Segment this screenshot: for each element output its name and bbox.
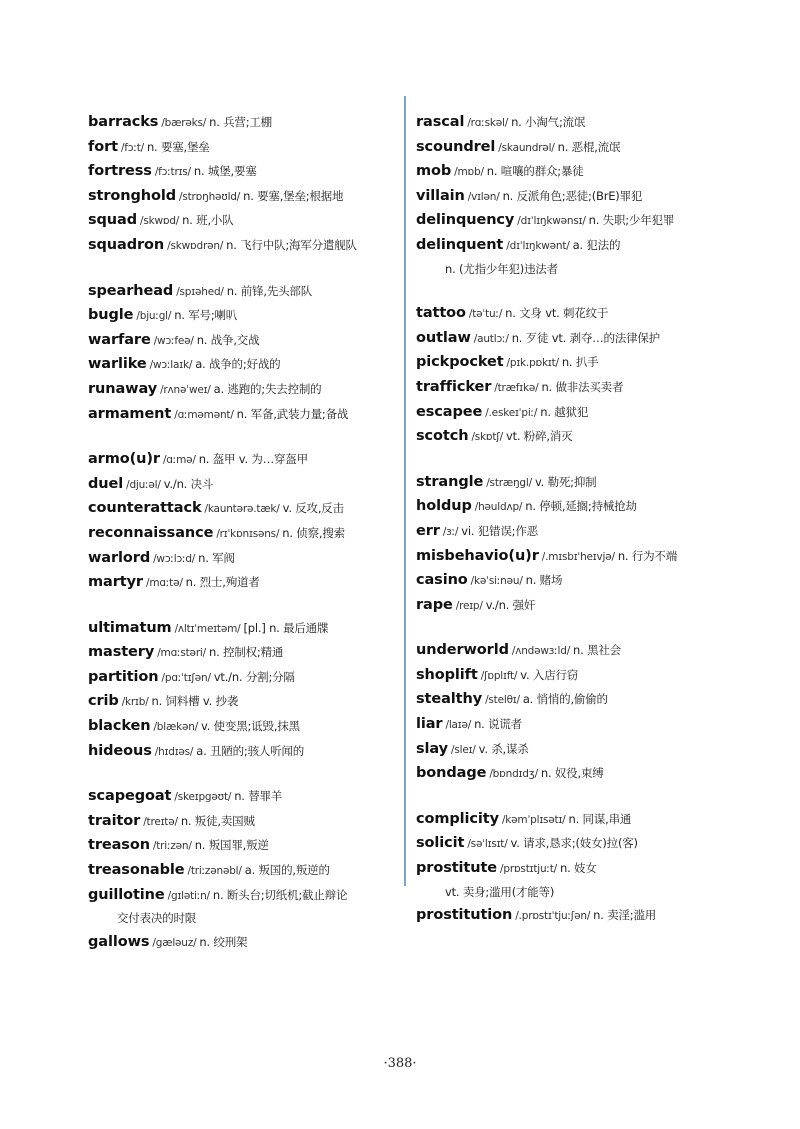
phonetic: /kəmˈplɪsətɪ/ [501,813,566,826]
dictionary-entry [416,761,734,786]
definition: v./n. 强奸 [485,597,536,612]
phonetic: /həuldʌp/ [474,501,523,514]
dictionary-entry [88,570,396,595]
phonetic: /rɪˈkɒnɪsəns/ [216,527,280,540]
headword: fortress [88,163,152,180]
headword: counterattack [88,500,202,517]
headword: prostitution [416,907,513,924]
dictionary-entry [88,402,396,427]
phonetic: /mɑːtə/ [145,577,183,590]
phonetic: /təˈtuː/ [468,308,503,321]
dictionary-entry [416,470,734,495]
definition: n. 盔甲 v. 为…穿盔甲 [198,452,308,467]
dictionary-entry [88,714,396,739]
phonetic: /laɪə/ [445,719,472,732]
headword: squadron [88,236,165,253]
phonetic: /kauntərə.tæk/ [204,503,280,516]
word-group [416,470,734,618]
phonetic: /triːzən/ [152,840,192,853]
headword: gallows [88,933,150,950]
headword: guillotine [88,886,165,903]
phonetic: /pɑːˈtɪʃən/ [161,671,211,684]
headword: scotch [416,428,469,445]
dictionary-entry [88,496,396,521]
phonetic: /skɒtʃ/ [471,431,503,444]
dictionary-entry [88,447,396,472]
definition: n. 军号;喇叭 [174,308,238,323]
headword: treasonable [88,862,185,879]
definition: n. 扒手 [561,355,599,370]
definition: n. 侦察,搜索 [282,525,345,540]
phonetic: /kəˈsiːnəu/ [470,575,523,588]
phonetic: /mɒb/ [454,166,484,179]
phonetic: /fɔːt/ [120,141,144,154]
dictionary-entry [88,665,396,690]
headword: tattoo [416,305,466,322]
headword: holdup [416,498,472,515]
definition: n. 战争,交战 [196,332,260,347]
phonetic: /.prɒstɪˈtjuːʃən/ [515,910,591,923]
headword: trafficker [416,378,492,395]
word-group [416,807,734,928]
definition: n. 兵营;工棚 [209,115,272,129]
dictionary-entry [416,135,734,160]
phonetic: /mɑːstəri/ [157,647,206,660]
definition: n. 文身 vt. 刺花纹于 [505,306,609,321]
dictionary-entry [88,472,396,497]
dictionary-entry [88,640,396,665]
headword: mastery [88,644,155,661]
definition: a. 悄悄的,偷偷的 [522,692,608,707]
headword: stronghold [88,187,177,204]
word-group [88,784,396,954]
headword: solicit [416,835,465,852]
headword: treason [88,837,150,854]
dictionary-entry [88,833,396,858]
dictionary-entry [88,739,396,764]
headword: villain [416,187,465,204]
definition: n. 行为不端 [617,548,678,563]
definition: n. 军备,武装力量;备战 [236,406,349,421]
headword: spearhead [88,282,174,299]
phonetic: /stræŋgl/ [486,476,532,489]
left-column [88,110,396,954]
phonetic: /dɪˈlɪŋkwənt/ [506,239,570,252]
definition: n. 喧嚷的群众;暴徒 [486,164,584,179]
definition: v. 勒死;抑制 [534,474,597,489]
headword: warlord [88,549,151,566]
dictionary-entry [416,593,734,618]
headword: delinquency [416,212,515,229]
definition: n. 替罪羊 [234,789,283,804]
phonetic: /ʌltɪˈmeɪtəm/ [174,622,241,635]
dictionary-entry [416,663,734,688]
headword: pickpocket [416,354,504,371]
headword: traitor [88,812,141,829]
phonetic: /fɔːtrɪs/ [154,166,191,179]
headword: partition [88,668,159,685]
definition: n. 烈士,殉道者 [185,575,260,590]
headword: armament [88,405,172,422]
headword: rascal [416,114,465,130]
dictionary-entry [416,424,734,449]
dictionary-entry [88,184,396,209]
definition: vt. 粉碎,消灭 [505,429,573,444]
phonetic: /pɪk.pɒkɪt/ [506,357,559,370]
word-group [88,110,396,258]
phonetic: /djuːəl/ [126,478,161,491]
headword: liar [416,716,443,733]
dictionary-entry [416,159,734,184]
headword: warfare [88,331,151,348]
dictionary-entry [88,159,396,184]
dictionary-entry [416,350,734,375]
headword: runaway [88,380,158,397]
definition: n. 城堡,要塞 [193,164,257,179]
definition: n. 班,小队 [182,213,234,228]
definition: n. 奴役,束缚 [540,766,604,781]
phonetic: /wɔːlɔːd/ [153,552,196,565]
dictionary-entry [88,377,396,402]
dictionary-entry [416,519,734,544]
definition: v. 杀,谋杀 [478,741,529,756]
definition: v. 请求,恳求;(妓女)拉(客) [510,836,638,851]
word-group [416,301,734,449]
definition: n. 失职;少年犯罪 [588,213,675,228]
phonetic: /bærəks/ [161,117,207,129]
phonetic: /gæləuz/ [152,936,197,949]
headword: shoplift [416,666,478,683]
phonetic: /blækən/ [153,721,199,734]
page-number: ·388· [383,1056,417,1071]
headword: delinquent [416,236,504,253]
phonetic: /sleɪ/ [451,743,476,756]
headword: squad [88,212,137,229]
dictionary-entry [416,544,734,569]
dictionary-entry [88,858,396,883]
column-divider [404,96,406,886]
headword: fort [88,138,118,155]
phonetic: /rɑːskəl/ [467,117,509,129]
dictionary-entry [416,326,734,351]
phonetic: /spɪəhed/ [176,285,224,298]
definition: [pl.] n. 最后通牒 [243,620,329,635]
definition: n. 飞行中队;海军分遣舰队 [226,237,357,252]
word-group [88,279,396,427]
dictionary-entry [88,521,396,546]
definition: n. 歹徒 vt. 剥夺…的法律保护 [511,330,660,345]
headword: complicity [416,810,499,827]
definition-continuation: 交付表决的时限 [117,911,197,926]
definition: a. 叛国的,叛逆的 [244,863,330,878]
dictionary-entry [416,687,734,712]
dictionary-entry [416,208,734,233]
dictionary-entry [416,638,734,663]
definition: vi. 犯错误;作恶 [461,523,538,538]
headword: barracks [88,114,159,130]
dictionary-entry [416,856,734,903]
right-column [416,110,734,928]
word-group [416,110,734,280]
dictionary-entry [416,184,734,209]
headword: rape [416,596,453,613]
definition: v. 使变黑;诋毁,抹黑 [201,719,300,734]
definition: vt./n. 分割;分隔 [213,669,295,684]
definition: v./n. 决斗 [163,476,214,491]
headword: mob [416,163,452,180]
phonetic: /stelθɪ/ [485,694,520,707]
phonetic: /krɪb/ [121,696,149,709]
dictionary-entry [416,831,734,856]
phonetic: /dɪˈlɪŋkwənsɪ/ [517,215,586,228]
phonetic: /bjuːgl/ [136,310,172,323]
phonetic: /strɒŋhəʊld/ [179,190,241,203]
dictionary-entry [88,809,396,834]
definition: n. 反派角色;恶徒;(BrE)罪犯 [502,188,643,203]
phonetic: /treɪtə/ [143,815,178,828]
definition: n. 同谋,串通 [568,811,632,826]
headword: reconnaissance [88,524,214,541]
phonetic: /reɪp/ [455,599,483,612]
dictionary-entry [88,616,396,641]
headword: ultimatum [88,619,172,636]
headword: underworld [416,642,509,659]
phonetic: /skwɒdrən/ [167,239,224,252]
definition-continuation: vt. 卖身;滥用(才能等) [445,884,555,899]
dictionary-entry [416,400,734,425]
definition: n. 绞刑架 [199,934,248,949]
phonetic: /ɑːməmənt/ [174,408,234,421]
headword: blacken [88,718,151,735]
dictionary-entry [88,352,396,377]
phonetic: /vɪlən/ [467,190,500,203]
dictionary-entry [88,303,396,328]
definition: n. 前锋,先头部队 [226,283,313,298]
word-group [416,638,734,786]
definition: a. 战争的;好战的 [195,357,281,372]
definition: n. 要塞,堡垒;根据地 [243,188,344,203]
definition: n. 叛徒,卖国贼 [180,813,255,828]
phonetic: /bɒndɪdʒ/ [489,768,538,781]
word-group [88,616,396,764]
definition: a. 丑陋的;骇人听闻的 [196,743,305,758]
phonetic: /hɪdɪəs/ [154,745,194,758]
phonetic: /.eskeɪˈpiː/ [485,406,538,419]
dictionary-entry [88,135,396,160]
headword: stealthy [416,691,483,708]
dictionary-entry [88,328,396,353]
headword: scapegoat [88,788,172,805]
headword: strangle [416,473,484,490]
phonetic: /gɪlətiːn/ [167,889,210,902]
definition: n. 断头台;切纸机;截止辩论 [212,887,348,902]
definition: v. 入店行窃 [520,667,579,682]
headword: hideous [88,742,152,759]
dictionary-entry [88,689,396,714]
phonetic: /autlɔː/ [473,332,509,345]
headword: bondage [416,765,487,782]
dictionary-entry [416,301,734,326]
definition: n. 做非法买卖者 [541,379,624,394]
dictionary-entry [416,494,734,519]
definition: n. 说谎者 [474,717,522,732]
phonetic: /səˈlɪsɪt/ [467,838,508,851]
headword: martyr [88,574,143,591]
phonetic: /ɜː/ [442,525,459,538]
dictionary-entry [88,883,396,930]
dictionary-entry [416,737,734,762]
definition: n. 小淘气;流氓 [511,115,586,129]
word-group [88,447,396,595]
phonetic: /skeɪpgəʊt/ [174,791,232,804]
headword: escapee [416,403,483,420]
phonetic: /ɑːmə/ [162,454,196,467]
phonetic: /prɒstɪtjuːt/ [500,863,558,876]
phonetic: /wɔːlaɪk/ [149,359,193,372]
definition: n. 控制权;精通 [209,645,284,660]
headword: err [416,522,440,539]
phonetic: /triːzənəbl/ [187,865,242,878]
definition-continuation: n. (尤指少年犯)违法者 [445,261,558,276]
definition: n. 军阀 [198,550,235,565]
headword: scoundrel [416,138,496,155]
phonetic: /træfɪkə/ [494,381,539,394]
dictionary-entry [88,208,396,233]
dictionary-entry [88,930,396,955]
dictionary-entry [416,233,734,280]
dictionary-entry [416,903,734,928]
headword: warlike [88,356,147,373]
definition: a. 犯法的 [572,237,621,252]
definition: n. 越狱犯 [540,404,589,419]
definition: n. 停顿,延搁;持械抢劫 [525,499,637,514]
dictionary-entry [88,110,396,135]
headword: prostitute [416,860,498,877]
phonetic: /ʌndəwɜːld/ [511,645,571,658]
phonetic: /skwɒd/ [140,215,180,228]
definition: n. 恶棍,流氓 [557,139,621,154]
definition: n. 饲料槽 v. 抄袭 [151,694,239,709]
definition: n. 卖淫;滥用 [593,908,657,923]
headword: duel [88,475,124,492]
phonetic: /rʌnəˈweɪ/ [160,383,211,396]
dictionary-entry [88,546,396,571]
dictionary-entry [416,712,734,737]
definition: a. 逃跑的;失去控制的 [213,381,322,396]
headword: outlaw [416,329,471,346]
dictionary-entry [416,568,734,593]
headword: casino [416,572,468,589]
dictionary-entry [88,233,396,258]
definition: v. 反攻,反击 [282,501,344,516]
dictionary-entry [416,110,734,135]
definition: n. 叛国罪,叛逆 [194,838,269,853]
phonetic: /wɔːfeə/ [153,334,194,347]
definition: n. 赌场 [525,573,563,588]
headword: misbehavio(u)r [416,547,539,564]
headword: slay [416,740,448,757]
phonetic: /ʃɒplɪft/ [480,669,518,682]
headword: armo(u)r [88,451,160,468]
phonetic: /.mɪsbɪˈheɪvjə/ [541,550,615,563]
dictionary-entry [416,807,734,832]
headword: bugle [88,307,134,324]
dictionary-entry [88,784,396,809]
dictionary-entry [416,375,734,400]
dictionary-entry [88,279,396,304]
definition: n. 妓女 [560,861,597,876]
headword: crib [88,693,119,710]
definition: n. 黑社会 [573,643,621,658]
definition: n. 要塞,堡垒 [146,139,210,154]
phonetic: /skaundrəl/ [498,141,555,154]
